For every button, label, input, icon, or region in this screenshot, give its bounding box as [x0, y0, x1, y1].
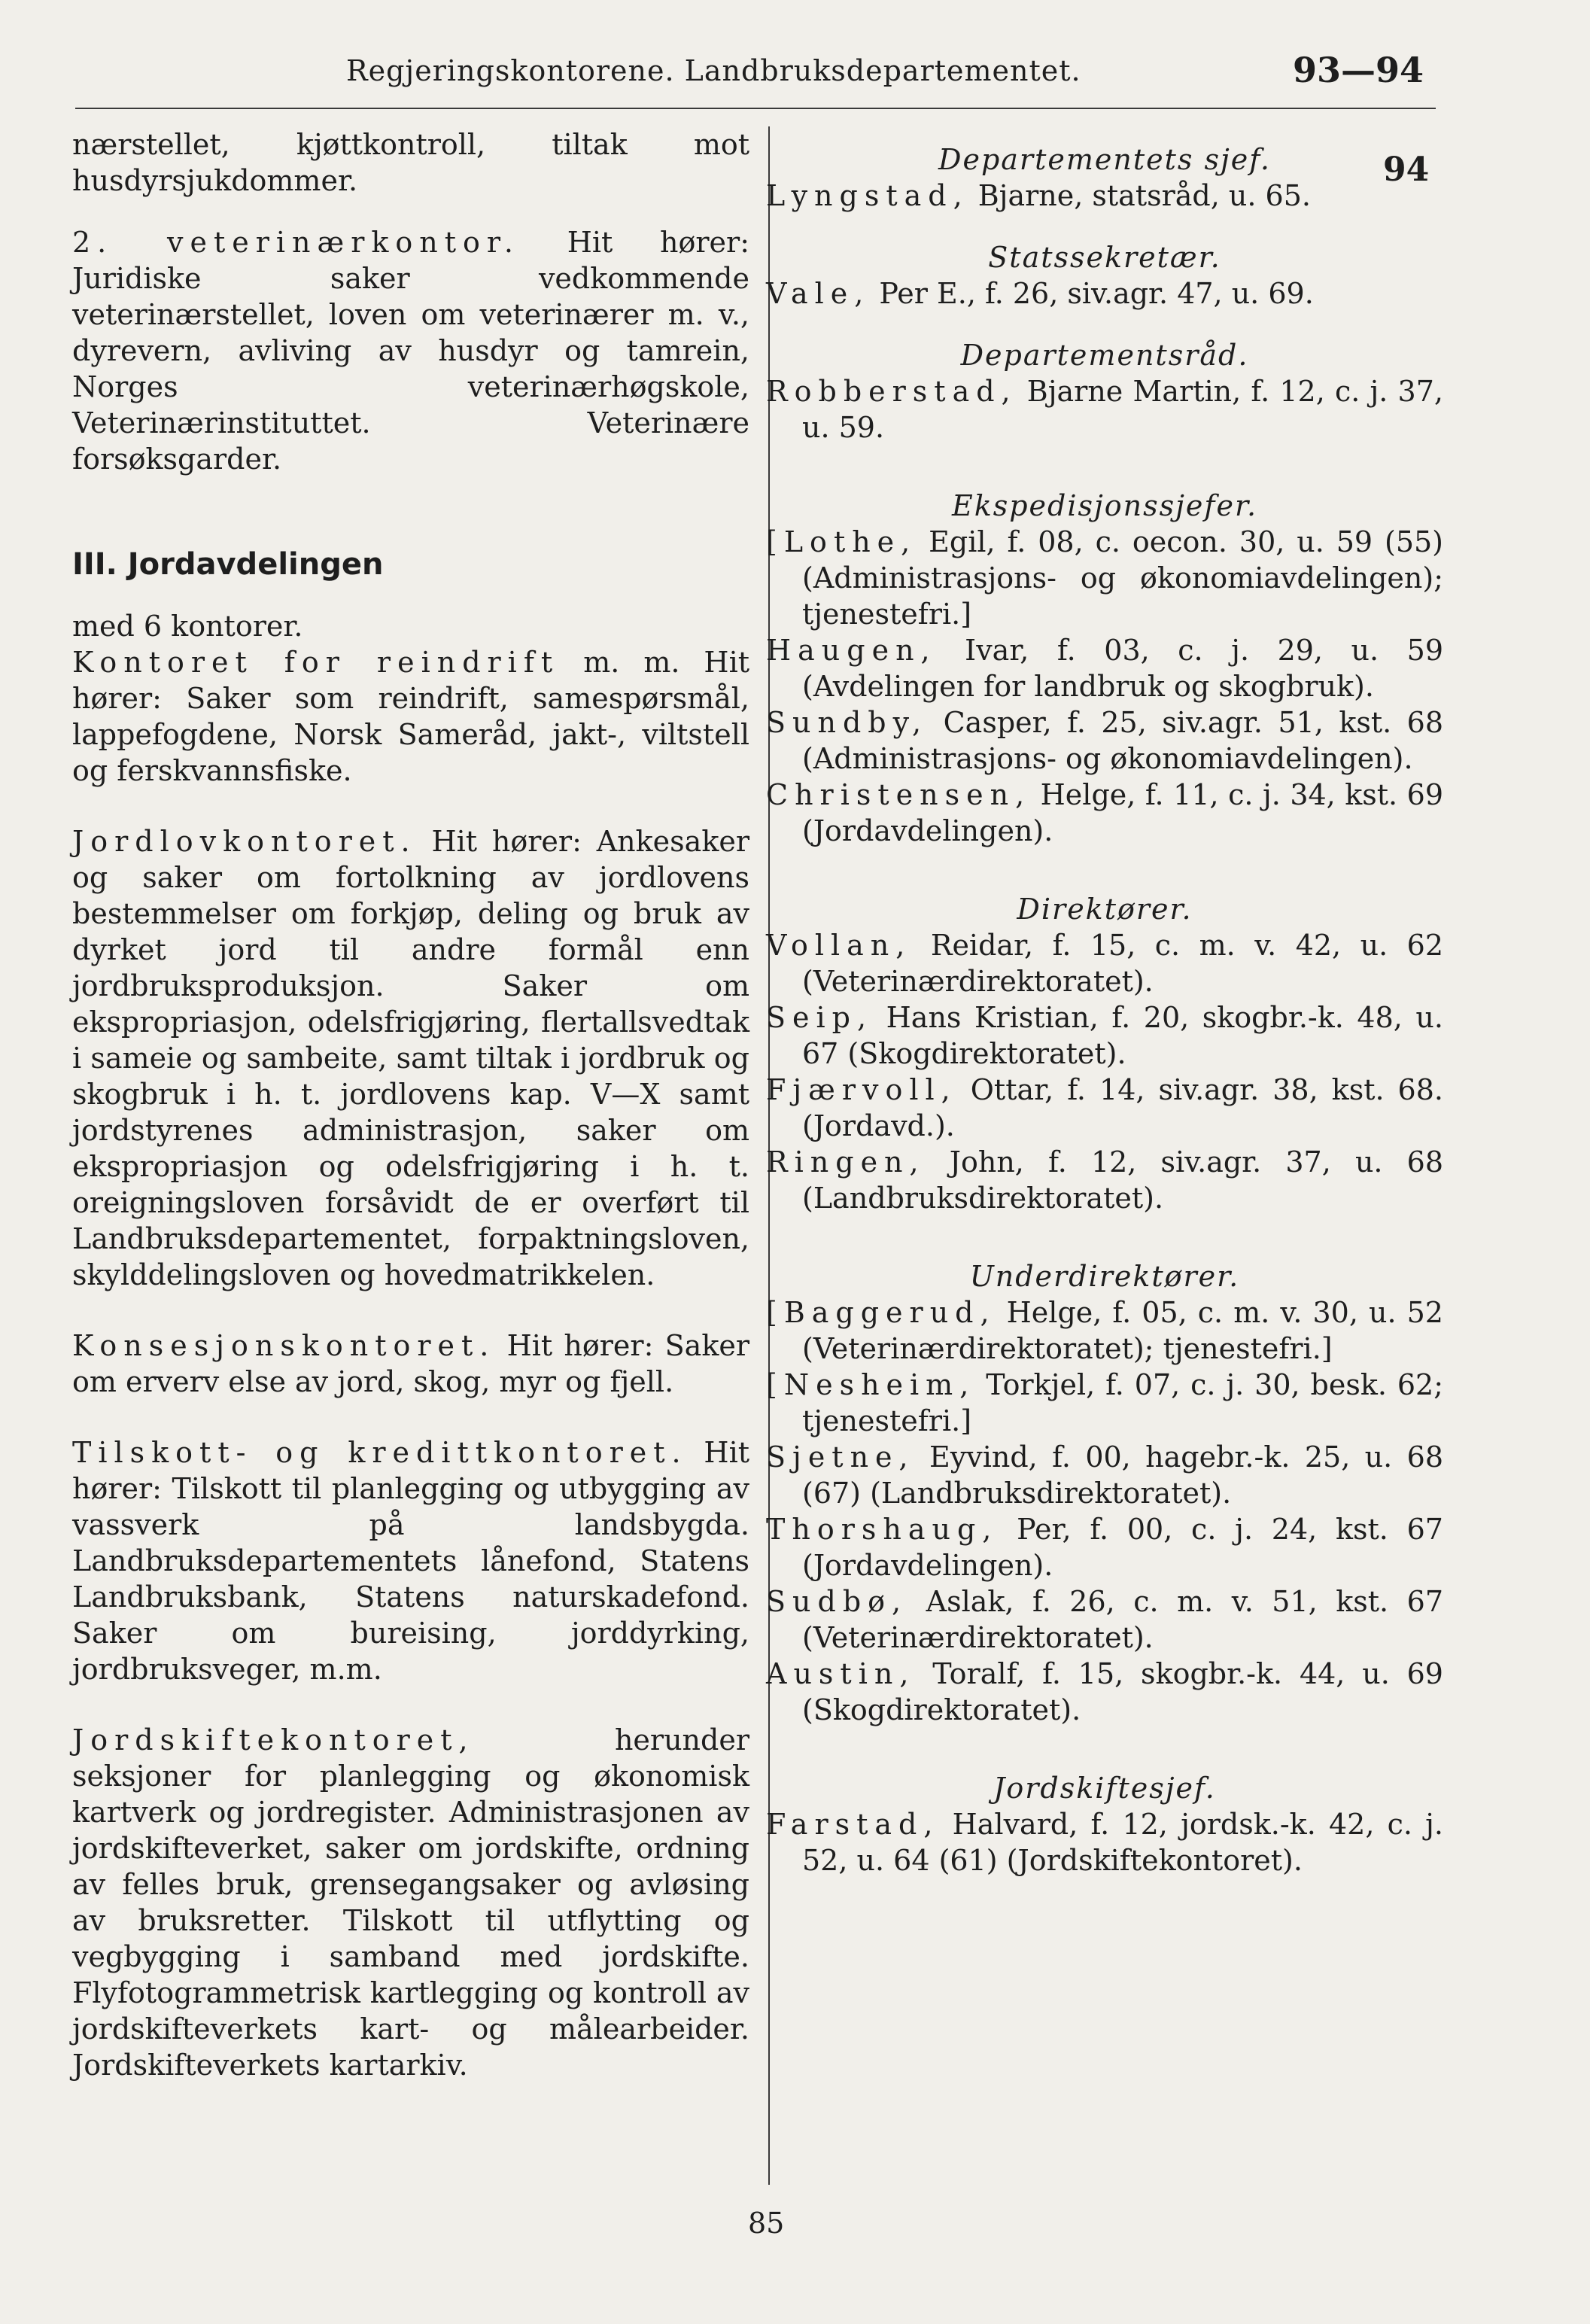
- person-entry: [766, 1072, 1443, 1144]
- group-heading: Departementsråd.: [960, 339, 1249, 372]
- person-name: Sjetne,: [766, 1440, 915, 1474]
- office-description: Hit hører: Juridiske saker vedkommende veterinærstellet, loven om veterinærer m. v., dyrevern, avliving av husdyr og tamrein, Norges veterinærhøgskole, Veterinærinstituttet. Veterinære forsøksgarder.: [72, 226, 749, 476]
- person-entry: [766, 1367, 1443, 1439]
- group-heading: Ekspedisjonssjefer.: [951, 489, 1258, 522]
- page-number-footer: 85: [748, 2207, 785, 2240]
- running-header-page-numbers: 93—94: [1293, 50, 1424, 90]
- office-description: Hit hører: Tilskott til planlegging og utbygging av vassverk på landsbygda. Landbruksdepartementets lånefond, Statens Landbruksbank, Statens naturskadefond. Saker om bureising, jorddyrking, jordbruksveger, m.m.: [72, 1436, 749, 1686]
- person-name: [Baggerud,: [766, 1296, 996, 1329]
- person-details: Bjarne, statsråd, u. 65.: [968, 179, 1311, 212]
- group-heading: Underdirektører.: [969, 1260, 1240, 1293]
- group-heading: Statssekretær.: [988, 241, 1221, 274]
- paragraph-veterinaerkontor: [72, 224, 749, 477]
- person-details: Hans Kristian, f. 20, skogbr.-k. 48, u. 67 (Skogdirektoratet).: [802, 1001, 1443, 1070]
- person-entry: [766, 704, 1443, 777]
- person-details: Egil, f. 08, c. oecon. 30, u. 59 (55) (Administrasjons- og økonomiavdelingen); tjenestefri.]: [802, 525, 1443, 631]
- office-description: m. m. Hit hører: Saker som reindrift, samespørsmål, lappefogdene, Norsk Sameråd, jakt-, viltstell og ferskvannsfiske.: [72, 646, 749, 787]
- paragraph-konsesjonskontoret: [72, 1328, 749, 1400]
- person-details: Halvard, f. 12, jordsk.-k. 42, c. j. 52, u. 64 (61) (Jordskiftekontoret).: [802, 1808, 1443, 1877]
- person-name: Austin,: [766, 1657, 916, 1690]
- person-name: Lyngstad,: [766, 179, 969, 212]
- section-heading: III. Jordavdelingen: [72, 547, 384, 582]
- person-details: Reidar, f. 15, c. m. v. 42, u. 62 (Veterinærdirektoratet).: [802, 929, 1443, 998]
- person-entry: [766, 1583, 1443, 1656]
- person-details: John, f. 12, siv.agr. 37, u. 68 (Landbruksdirektoratet).: [802, 1145, 1443, 1215]
- person-entry: [766, 1656, 1443, 1728]
- person-name: Vollan,: [766, 929, 912, 962]
- paragraph-jordskiftekontoret: [72, 1722, 749, 2083]
- person-name: Seip,: [766, 1001, 874, 1034]
- person-entry: [766, 927, 1443, 999]
- person-details: Eyvind, f. 00, hagebr.-k. 25, u. 68 (67) (Landbruksdirektoratet).: [802, 1440, 1443, 1510]
- paragraph-tilskott: [72, 1434, 749, 1687]
- office-name: 2. veterinærkontor.: [72, 226, 520, 259]
- person-name: Sudbø,: [766, 1585, 908, 1618]
- person-name: Ringen,: [766, 1145, 926, 1179]
- person-details: Torkjel, f. 07, c. j. 30, besk. 62; tjenestefri.]: [802, 1368, 1443, 1437]
- person-details: Per, f. 00, c. j. 24, kst. 67 (Jordavdelingen).: [802, 1513, 1443, 1582]
- person-entry: [766, 777, 1443, 849]
- group-heading: Jordskiftesjef.: [993, 1772, 1216, 1805]
- office-description: Hit hører: Ankesaker og saker om fortolkning av jordlovens bestemmelser om forkjøp, deling og bruk av dyrket jord til andre formål enn jordbruksproduksjon. Saker om ekspropriasjon, odelsfrigjøring, flertallsvedtak i sameie og sambeite, samt tiltak i jordbruk og skogbruk i h. t. jordlovens kap. V—X samt jordstyrenes administrasjon, saker om ekspropriasjon og odelsfrigjøring i h. t. oreigningsloven forsåvidt de er overført til Landbruksdepartementet, forpaktningsloven, skylddelingsloven og hovedmatrikkelen.: [72, 825, 749, 1291]
- person-name: Sundby,: [766, 706, 929, 739]
- paragraph-continuation: nærstellet, kjøttkontroll, tiltak mot husdyrsjukdommer.: [72, 128, 749, 197]
- left-column: [72, 126, 749, 2083]
- paragraph-jordlovkontoret: [72, 823, 749, 1293]
- office-description: herunder seksjoner for planlegging og økonomisk kartverk og jordregister. Administrasjonen av jordskifteverket, saker om jordskifte, ordning av felles bruk, grensegangsaker og avløsing av bruksretter. Tilskott til utflytting og vegbygging i samband med jordskifte. Flyfotogrammetrisk kartlegging og kontroll av jordskifteverkets kart- og målearbeider. Jordskifteverkets kartarkiv.: [72, 1723, 749, 2082]
- person-entry: [766, 524, 1443, 632]
- right-column: [766, 126, 1443, 1878]
- person-name: Farstad,: [766, 1808, 940, 1841]
- person-details: Ottar, f. 14, siv.agr. 38, kst. 68. (Jordavd.).: [802, 1073, 1443, 1142]
- person-details: Toralf, f. 15, skogbr.-k. 44, u. 69 (Skogdirektoratet).: [802, 1657, 1443, 1726]
- person-name: Fjærvoll,: [766, 1073, 957, 1106]
- person-entry: [766, 999, 1443, 1072]
- person-name: [Lothe,: [766, 525, 917, 558]
- person-entry: [766, 1511, 1443, 1583]
- person-name: Vale,: [766, 277, 871, 310]
- person-details: Ivar, f. 03, c. j. 29, u. 59 (Avdelingen for landbruk og skogbruk).: [802, 634, 1443, 703]
- office-name: Jordskiftekontoret,: [72, 1723, 475, 1757]
- group-heading: Departementets sjef.: [938, 143, 1272, 176]
- office-name: Jordlovkontoret.: [72, 825, 417, 858]
- person-name: Christensen,: [766, 778, 1032, 811]
- person-details: Helge, f. 05, c. m. v. 30, u. 52 (Veterinærdirektoratet); tjenestefri.]: [802, 1296, 1443, 1365]
- person-entry: [766, 1294, 1443, 1367]
- person-name: [Nesheim,: [766, 1368, 976, 1401]
- section-subheading: med 6 kontorer.: [72, 610, 303, 643]
- person-name: Haugen,: [766, 634, 937, 667]
- person-entry: [766, 632, 1443, 704]
- person-details: Helge, f. 11, c. j. 34, kst. 69 (Jordavdelingen).: [802, 778, 1443, 847]
- office-description: Hit hører: Saker om erverv else av jord, skog, myr og fjell.: [72, 1329, 749, 1398]
- office-name: Konsesjonskontoret.: [72, 1329, 496, 1362]
- person-details: Per E., f. 26, siv.agr. 47, u. 69.: [870, 277, 1314, 310]
- person-entry: [766, 1439, 1443, 1511]
- group-heading: Direktører.: [1017, 893, 1193, 926]
- person-entry: [766, 1144, 1443, 1216]
- paragraph-reindrift: [72, 644, 749, 789]
- person-entry: [766, 178, 1443, 214]
- right-column-page-number: 94: [1383, 151, 1430, 189]
- person-name: Robberstad,: [766, 375, 1017, 408]
- person-details: Casper, f. 25, siv.agr. 51, kst. 68 (Administrasjons- og økonomiavdelingen).: [802, 706, 1443, 775]
- person-entry: [766, 373, 1443, 446]
- header-rule: [75, 108, 1436, 109]
- person-details: Aslak, f. 26, c. m. v. 51, kst. 67 (Veterinærdirektoratet).: [802, 1585, 1443, 1654]
- person-entry: [766, 275, 1443, 312]
- running-header-title: Regjeringskontorene. Landbruksdepartementet.: [346, 54, 1081, 87]
- office-name: Kontoret for reindrift: [72, 646, 560, 679]
- office-name: Tilskott- og kredittkontoret.: [72, 1436, 688, 1469]
- person-entry: [766, 1806, 1443, 1878]
- person-details: Bjarne Martin, f. 12, c. j. 37, u. 59.: [802, 375, 1443, 444]
- person-name: Thorshaug,: [766, 1513, 999, 1546]
